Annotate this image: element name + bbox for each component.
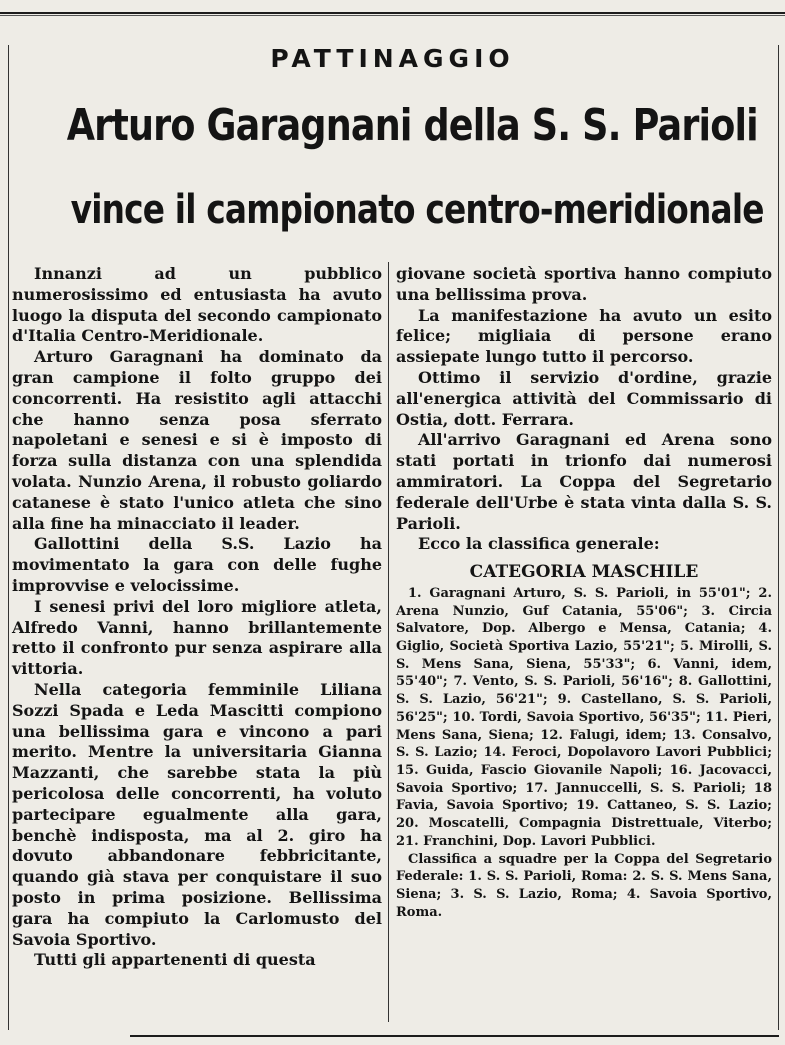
subheadline: vince il campionato centro-meridionale bbox=[70, 187, 764, 233]
bottom-rule bbox=[130, 1035, 779, 1037]
paragraph: Ottimo il servizio d'ordine, grazie all'energica attività del Commissario di Ostia, dott. Ferrara. bbox=[396, 367, 772, 429]
paragraph: giovane società sportiva hanno compiuto una bellissima prova. bbox=[396, 264, 772, 304]
paragraph: Arturo Garagnani ha dominato da gran campione il folto gruppo dei concorrenti. Ha resistito agli attacchi che hanno senza posa sferrato napoletani e senesi e si è imposto di forza sulla distanza con una splendida volata. Nunzio Arena, il robusto goliardo catanese è stato l'unico atleta che sino alla fine ha minacciato il leader. bbox=[12, 347, 382, 533]
results-text: S. S. Parioli, in 55'01"; 2. Arena Nunzio, Guf Catania, 55'06"; 3. Circia Salvatore, Dop. Albergo e Mensa, Catania; 4. Giglio, Società Sportiva Lazio, 55'21"; 5. Mirolli, S. S. Mens Sana, Siena, 55'33"; 6. Vanni, idem, 55'40"; 7. Vento, S. S. Parioli, 56'16"; 8. Gallottini, S. S. Lazio, 56'21"; 9. Castellano, S. S. Parioli, 56'25"; 10. Tordi, Savoia Sportivo, 56'35"; 11. Pieri, Mens Sana, Siena; 12. Falugi, idem; 13. Consalvo, S. S. Lazio; 14. Feroci, Dopolavoro Lavori Pubblici; 15. Guida, Fascio Giovanile Napoli; 16. Jacovacci, Savoia Sportivo; 17. Jannuccelli, S. S. Parioli; 18 Favia, Savoia Sportivo; 19. Cattaneo, S. S. Lazio; 20. Moscatelli, Compagnia Distrettuale, Viterbo; 21. Franchini, Dop. Lavori Pubblici. bbox=[396, 585, 772, 849]
paragraph: All'arrivo Garagnani ed Arena sono stati portati in trionfo dai numerosi ammiratori. La Coppa del Segretario federale dell'Urbe è stata vinta dalla S. S. Parioli. bbox=[396, 430, 772, 533]
paragraph: Gallottini della S.S. Lazio ha movimentato la gara con delle fughe improvvise e velocissime. bbox=[12, 534, 382, 595]
top-rule bbox=[0, 12, 785, 14]
classifica-squadre: Classifica a squadre per la Coppa del Segretario Federale: 1. S. S. Parioli, Roma: 2. S. S. Mens Sana, Siena; 3. S. S. Lazio, Roma; 4. Savoia Sportivo, Roma. bbox=[396, 851, 772, 920]
winner-name: 1. Garagnani Arturo, bbox=[408, 585, 566, 601]
headline: Arturo Garagnani della S. S. Parioli bbox=[66, 100, 758, 151]
paragraph: Ecco la classifica generale: bbox=[418, 534, 660, 554]
section-kicker: PATTINAGGIO bbox=[270, 44, 515, 73]
paragraph: Tutti gli appartenenti di questa bbox=[34, 950, 316, 970]
paragraph: La manifestazione ha avuto un esito felice; migliaia di persone erano assiepate lungo tutto il percorso. bbox=[396, 305, 772, 367]
article-right-column bbox=[396, 264, 772, 921]
paragraph: I senesi privi del loro migliore atleta, Alfredo Vanni, hanno brillantemente retto il confronto pur senza aspirare alla vittoria. bbox=[12, 596, 382, 679]
category-title: CATEGORIA MASCHILE bbox=[469, 562, 699, 583]
column-divider bbox=[388, 262, 389, 1022]
article-left-column bbox=[12, 264, 382, 971]
top-rule-thin bbox=[0, 15, 785, 16]
results-list bbox=[396, 585, 772, 921]
classifica-individuale bbox=[396, 585, 772, 851]
paragraph: Nella categoria femminile Liliana Sozzi Spada e Leda Mascitti compiono una bellissima gara e vincono a pari merito. Mentre la universitaria Gianna Mazzanti, che sarebbe stata la più pericolosa delle concorrenti, ha voluto partecipare egualmente alla gara, benchè indisposta, ma al 2. giro ha dovuto abbandonare febbricitante, quando già stava per conquistare il suo posto in prima posizione. Bellissima gara ha compiuto la Carlomusto del Savoia Sportivo. bbox=[12, 679, 382, 949]
paragraph: Innanzi ad un pubblico numerosissimo ed entusiasta ha avuto luogo la disputa del secondo campionato d'Italia Centro-Meridionale. bbox=[12, 264, 382, 346]
right-border bbox=[778, 45, 779, 1030]
left-border bbox=[8, 45, 9, 1030]
